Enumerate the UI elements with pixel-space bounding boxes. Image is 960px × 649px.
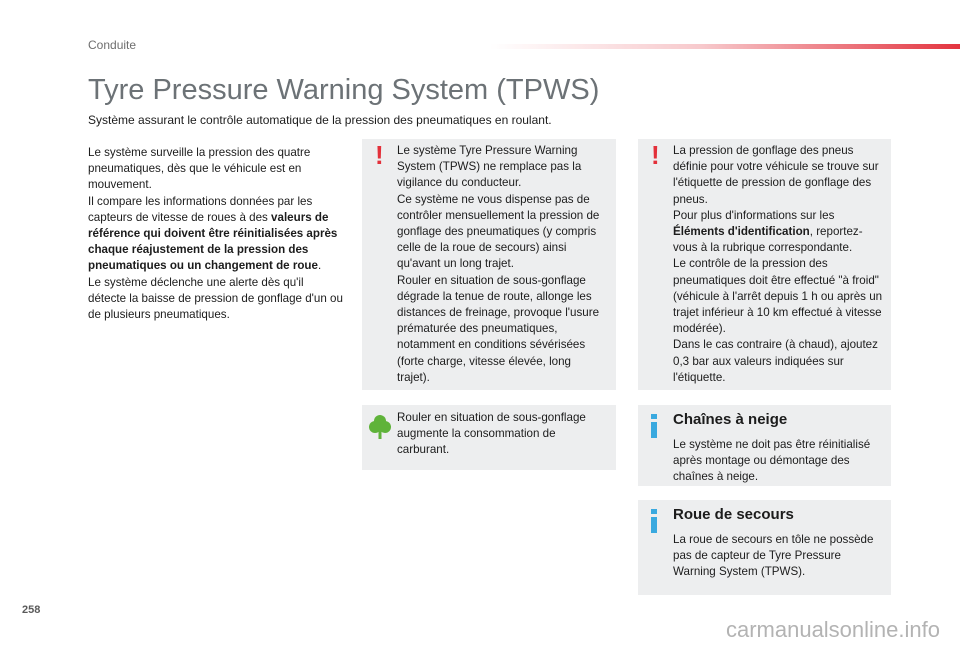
warning2-p2-bold: Éléments d'identification xyxy=(673,225,810,239)
spare-wheel-box xyxy=(638,500,891,595)
info-icon xyxy=(650,414,658,438)
intro-text xyxy=(88,145,344,323)
warning-box-driver-vigilance xyxy=(362,139,616,390)
intro-paragraph-1: Le système surveille la pression des quatre pneumatiques, dès que le véhicule est en mouvement. xyxy=(88,146,311,192)
page-title: Tyre Pressure Warning System (TPWS) xyxy=(88,74,600,106)
warning2-p2-end: , reportez-vous à la rubrique correspondante. xyxy=(673,225,863,255)
warning-icon: ! xyxy=(375,140,384,170)
intro-p2-start: Il compare les informations données par les capteurs de vitesse de roues à des xyxy=(88,194,313,224)
warning-box-inflation-pressure xyxy=(638,139,891,390)
page-number: 258 xyxy=(22,604,41,616)
warning2-paragraph-4: Dans le cas contraire (à chaud), ajoutez 0,3 bar aux valeurs indiquées sur l'étiquette. xyxy=(673,338,878,384)
spare-wheel-text: La roue de secours en tôle ne possède pas de capteur de Tyre Pressure Warning System (TPWS). xyxy=(673,533,874,579)
warning1-paragraph-3: Rouler en situation de sous-gonflage dégrade la tenue de route, allonge les distances de freinage, provoque l'usure prématurée des pneumatiques, notamment en conditions sévérisées (forte charge, vitesse élevée, long trajet). xyxy=(397,273,600,384)
eco-leaf-icon xyxy=(369,414,391,440)
intro-paragraph-3: Le système déclenche une alerte dès qu'il détecte la baisse de pression de gonflage d'un ou de plusieurs pneumatiques. xyxy=(88,275,343,322)
info-icon xyxy=(650,509,658,533)
watermark: carmanualsonline.info xyxy=(725,617,940,642)
warning2-p2-start: Pour plus d'informations sur les xyxy=(673,208,835,222)
warning-icon: ! xyxy=(651,140,660,170)
header-rule xyxy=(490,44,960,49)
intro-p2-end: . xyxy=(317,259,322,273)
warning2-paragraph-2 xyxy=(673,208,883,257)
spare-wheel-title: Roue de secours xyxy=(673,506,794,523)
section-label: Conduite xyxy=(88,38,137,52)
eco-box xyxy=(362,405,616,470)
warning2-paragraph-1: La pression de gonflage des pneus définie pour votre véhicule se trouve sur l'étiquette de pression de gonflage des pneus. xyxy=(673,144,879,206)
page-subtitle: Système assurant le contrôle automatique de la pression des pneumatiques en roulant. xyxy=(88,113,552,127)
snow-chains-title: Chaînes à neige xyxy=(673,411,788,428)
warning1-paragraph-1: Le système Tyre Pressure Warning System (TPWS) ne remplace pas la vigilance du conducteur. xyxy=(397,144,582,190)
intro-paragraph-2 xyxy=(88,194,344,275)
intro-p2-bold: valeurs de référence qui doivent être réinitialisées après chaque réajustement de la pression des pneumatiques ou un changement de roue xyxy=(88,210,338,273)
snow-chains-text: Le système ne doit pas être réinitialisé après montage ou démontage des chaînes à neige. xyxy=(673,438,871,484)
snow-chains-box xyxy=(638,405,891,486)
warning2-paragraph-3: Le contrôle de la pression des pneumatiques doit être effectué "à froid" (véhicule à l'arrêt depuis 1 h ou après un trajet inférieur à 10 km effectué à vitesse modérée). xyxy=(673,257,883,336)
eco-text: Rouler en situation de sous-gonflage augmente la consommation de carburant. xyxy=(397,411,586,457)
warning1-paragraph-2: Ce système ne vous dispense pas de contrôler mensuellement la pression de gonflage des pneumatiques (y compris celle de la roue de secours) ainsi qu'avant un long trajet. xyxy=(397,192,600,271)
